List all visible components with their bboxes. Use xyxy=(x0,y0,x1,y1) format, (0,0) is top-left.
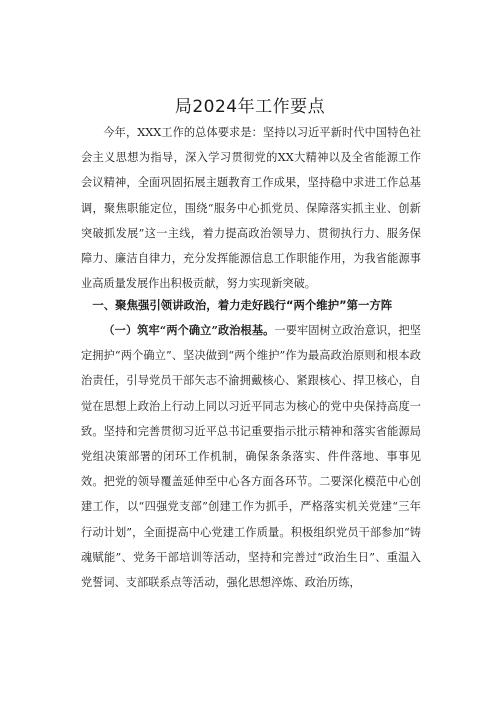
subsection-paragraph xyxy=(81,318,421,595)
document-title: 局2024年工作要点 xyxy=(174,97,326,117)
intro-paragraph: 今年，XXX工作的总体要求是：坚持以习近平新时代中国特色社会主义思想为指导，深入学习贯彻党的XX大精神以及全省能源工作会议精神，全面巩固拓展主题教育工作成果，坚持稳中求进工作总基调，聚焦职能定位，围绕“服务中心抓党员、保障落实抓主业、创新突破抓发展”这一主线，着力提高政治领导力、贯彻执行力、服务保障力、廉洁自律力，充分发挥能源信息工作职能作用，为我省能源事业高质量发展作出积极贡献，努力实现新突破。 xyxy=(81,126,421,291)
section-heading: 一、聚焦强引领讲政治，着力走好践行“两个维护”第一方阵 xyxy=(92,298,393,312)
subsection-lead: （一）筑牢“两个确立”政治根基。 xyxy=(103,323,275,337)
subsection-text: 一要牢固树立政治意识，把坚定拥护“两个确立”、坚决做到“两个维护”作为最高政治原则和根本政治责任，引导党员干部矢志不渝拥戴核心、紧跟核心、捍卫核心，自觉在思想上政治上行动上同以习近平同志为核心的党中央保持高度一致。坚持和完善贯彻习近平总书记重要指示批示精神和落实省能源局党组决策部署的闭环工作机制，确保条条落实、件件落地、事事见效。把党的领导覆盖延伸至中心各方面各环节。二要深化模范中心创建工作，以“四强党支部”创建工作为抓手，严格落实机关党建“三年行动计划”，全面提高中心党建工作质量。积极组织党员干部参加“铸魂赋能”、党务干部培训等活动，坚持和完善过“政治生日”、重温入党誓词、支部联系点等活动，强化思想淬炼、政治历练， xyxy=(81,324,421,590)
